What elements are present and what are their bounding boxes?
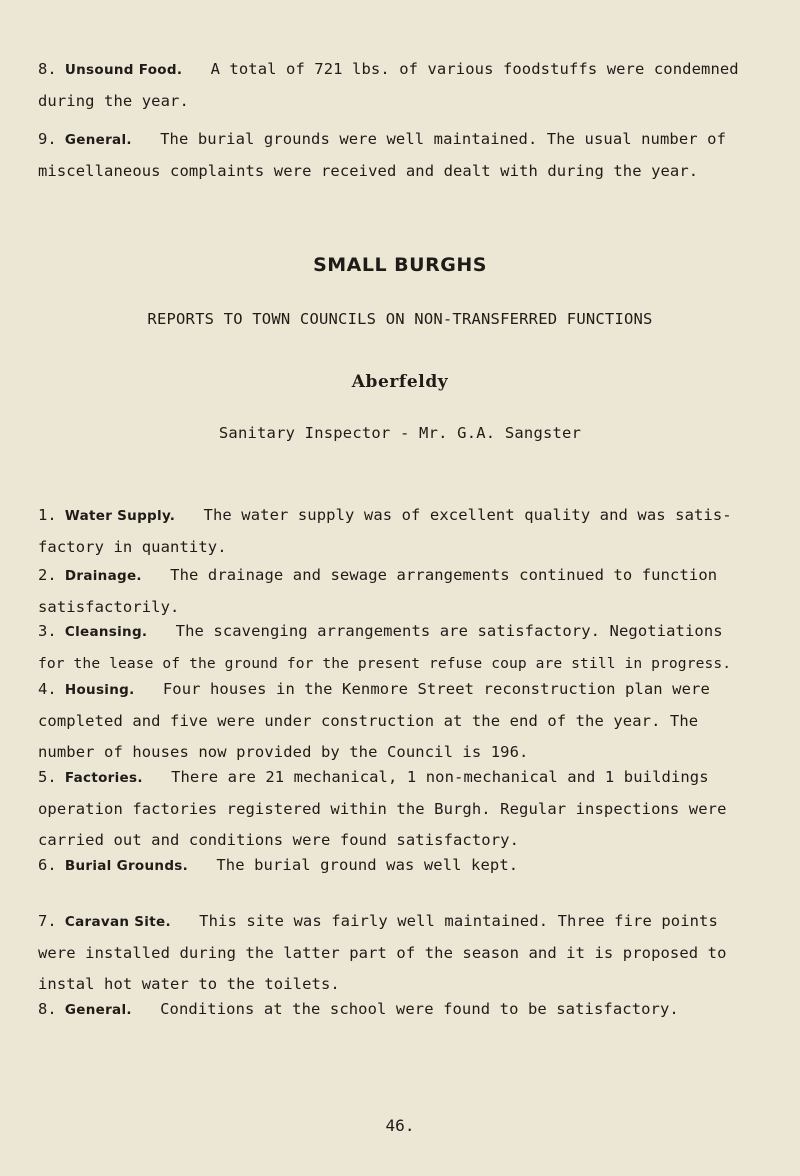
item-heading: Housing. [64, 682, 135, 698]
item-text: operation factories registered within the Burgh. Regular inspections were [38, 800, 727, 818]
item-number: 2. [38, 566, 57, 584]
item-text: satisfactorily. [38, 598, 180, 616]
section-subtitle: REPORTS TO TOWN COUNCILS ON NON-TRANSFERRED FUNCTIONS [147, 310, 653, 328]
item-number: 4. [38, 680, 57, 698]
item-text: This site was fairly well maintained. Three fire points [199, 912, 718, 930]
item-general [38, 994, 778, 1026]
item-text: The burial grounds were well maintained. The usual number of [160, 130, 727, 148]
item-heading: General. [64, 1002, 132, 1018]
item-housing [38, 674, 778, 768]
item-number: 8. [38, 60, 57, 78]
item-heading: Burial Grounds. [64, 858, 189, 874]
burgh-name: Aberfeldy [351, 372, 449, 392]
paragraph-line [38, 674, 778, 706]
item-number: 6. [38, 856, 57, 874]
paragraph-line [38, 616, 778, 648]
top-item-unsound-food [38, 54, 778, 117]
page-number: 46. [385, 1116, 415, 1135]
item-text: carried out and conditions were found satisfactory. [38, 831, 520, 849]
item-number: 3. [38, 622, 57, 640]
item-text: miscellaneous complaints were received and dealt with during the year. [38, 162, 699, 180]
item-factories [38, 762, 778, 856]
item-text: The scavenging arrangements are satisfactory. Negotiations [175, 622, 723, 640]
item-text: completed and five were under construction at the end of the year. The [38, 712, 699, 730]
item-number: 5. [38, 768, 57, 786]
item-caravan-site [38, 906, 778, 1000]
item-heading: Cleansing. [64, 624, 148, 640]
paragraph-line [38, 762, 778, 794]
item-number: 8. [38, 1000, 57, 1018]
item-heading: Water Supply. [64, 508, 176, 524]
item-text: instal hot water to the toilets. [38, 975, 340, 993]
top-item-general [38, 124, 778, 187]
item-text: factory in quantity. [38, 538, 227, 556]
paragraph-line [38, 54, 778, 86]
item-cleansing [38, 616, 778, 679]
item-text: The drainage and sewage arrangements continued to function [170, 566, 718, 584]
item-text: for the lease of the ground for the present refuse coup are still in progress. [38, 655, 732, 672]
item-heading: Caravan Site. [64, 914, 171, 930]
item-heading: Unsound Food. [64, 62, 183, 78]
paragraph-line [38, 560, 778, 592]
section-title: SMALL BURGHS [313, 254, 487, 276]
item-text: during the year. [38, 92, 189, 110]
item-water-supply [38, 500, 778, 563]
paragraph-line [38, 850, 778, 882]
item-heading: General. [64, 132, 132, 148]
item-number: 9. [38, 130, 57, 148]
inspector-line: Sanitary Inspector - Mr. G.A. Sangster [218, 424, 582, 442]
paragraph-line [38, 124, 778, 156]
item-text: A total of 721 lbs. of various foodstuffs were condemned [210, 60, 739, 78]
item-text: The water supply was of excellent quality and was satis- [203, 506, 732, 524]
item-text: number of houses now provided by the Council is 196. [38, 743, 529, 761]
item-text: The burial ground was well kept. [216, 856, 519, 874]
item-text: were installed during the latter part of the season and it is proposed to [38, 944, 727, 962]
item-text: There are 21 mechanical, 1 non-mechanical and 1 buildings [171, 768, 709, 786]
item-drainage [38, 560, 778, 623]
paragraph-line [38, 994, 778, 1026]
item-number: 1. [38, 506, 57, 524]
item-burial-grounds [38, 850, 778, 882]
item-number: 7. [38, 912, 57, 930]
item-text: Four houses in the Kenmore Street reconstruction plan were [162, 680, 710, 698]
item-heading: Drainage. [64, 568, 142, 584]
item-heading: Factories. [64, 770, 143, 786]
paragraph-line [38, 906, 778, 938]
item-text: Conditions at the school were found to be satisfactory. [160, 1000, 679, 1018]
paragraph-line [38, 500, 778, 532]
